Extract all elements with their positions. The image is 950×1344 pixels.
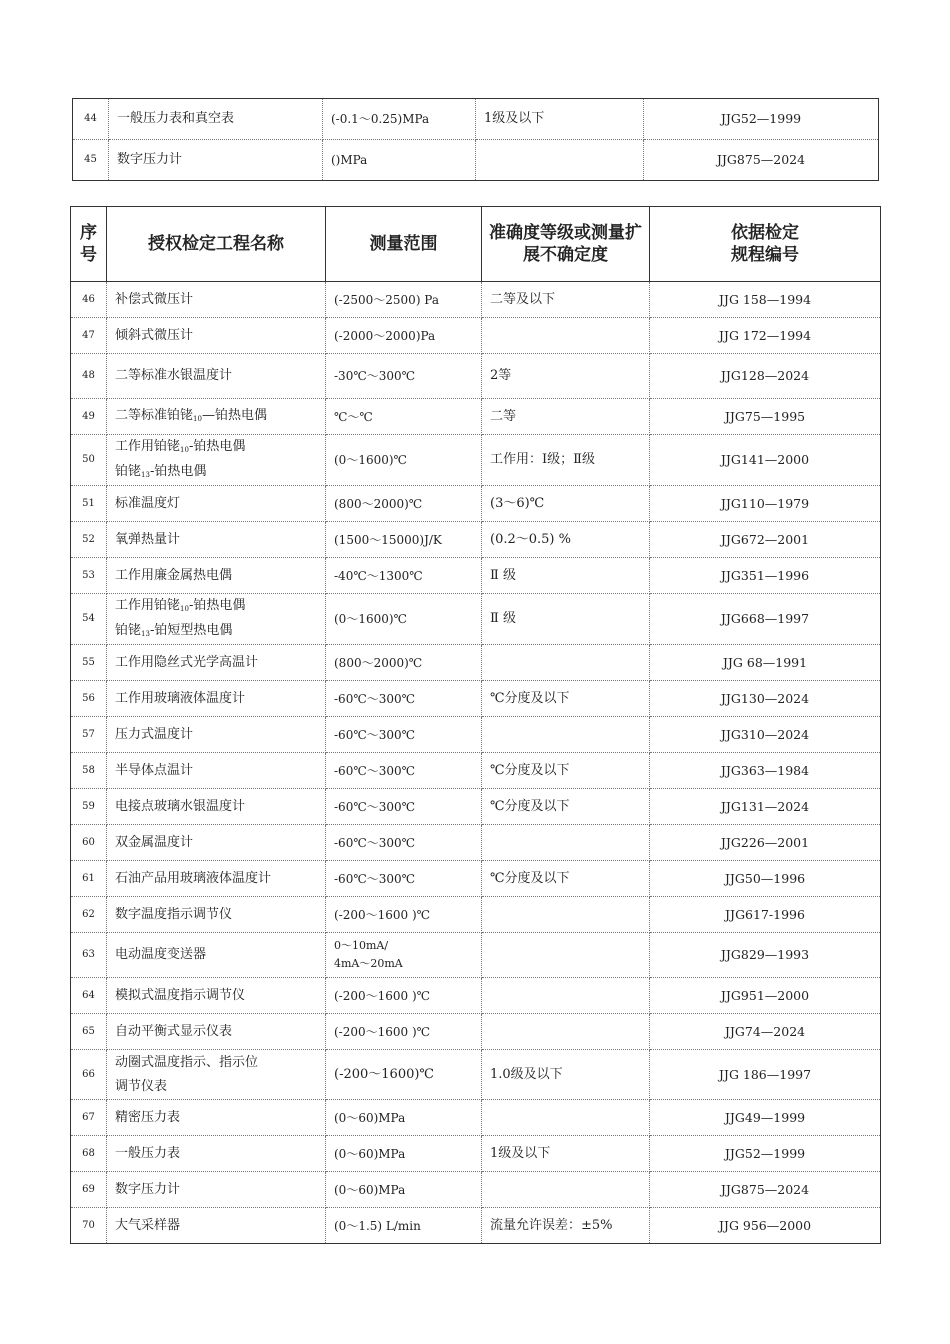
accuracy-grade [482,318,650,354]
table-row [71,1208,881,1244]
measurement-range: (-200～1600 )℃ [326,897,482,933]
regulation-code: JJG951—2000 [650,978,881,1014]
measurement-range: -30℃～300℃ [326,354,482,399]
row-number: 61 [71,861,107,897]
measurement-range: (1500～15000)J/K [326,522,482,558]
item-name: 石油产品用玻璃液体温度计 [107,861,326,897]
item-name: 半导体点温计 [107,753,326,789]
regulation-code: JJG226—2001 [650,825,881,861]
item-name [107,435,326,486]
measurement-range: -60℃～300℃ [326,861,482,897]
accuracy-grade: 2等 [482,354,650,399]
row-number: 70 [71,1208,107,1244]
row-number: 49 [71,399,107,435]
header-accuracy: 准确度等级或测量扩展不确定度 [482,207,650,282]
table-row [71,1050,881,1100]
table-row [71,825,881,861]
header-range: 测量范围 [326,207,482,282]
accuracy-grade: ℃分度及以下 [482,753,650,789]
header-regulation-code [650,207,881,282]
regulation-code: JJG351—1996 [650,558,881,594]
regulation-code: JJG 186—1997 [650,1050,881,1100]
item-name-line1: 工作用铂铑10-铂热电偶 [115,439,246,454]
table-row [71,717,881,753]
row-number: 64 [71,978,107,1014]
table-row [71,897,881,933]
regulation-code: JJG130—2024 [650,681,881,717]
measurement-range: (-200～1600 )℃ [326,1014,482,1050]
regulation-code: JJG672—2001 [650,522,881,558]
table-row [71,1136,881,1172]
regulation-code: JJG52—1999 [644,99,879,140]
item-name: 标准温度灯 [107,486,326,522]
regulation-code: JJG 956—2000 [650,1208,881,1244]
row-number: 55 [71,645,107,681]
regulation-code: JJG668—1997 [650,594,881,645]
measurement-range: -60℃～300℃ [326,753,482,789]
item-name-line2: 调节仪表 [115,1078,168,1094]
item-name-line2: 铂铑13-铂短型热电偶 [115,623,233,638]
row-number: 46 [71,282,107,318]
row-number: 56 [71,681,107,717]
accuracy-grade [482,933,650,978]
header-number: 序号 [71,207,107,282]
row-number: 58 [71,753,107,789]
regulation-code: JJG75—1995 [650,399,881,435]
item-name: 一般压力表和真空表 [109,99,323,140]
table-row [71,1172,881,1208]
regulation-code: JJG 172—1994 [650,318,881,354]
table-row [71,282,881,318]
item-name: 氧弹热量计 [107,522,326,558]
table-row [71,354,881,399]
accuracy-grade [482,717,650,753]
accuracy-grade: ℃分度及以下 [482,861,650,897]
measurement-range: (-200～1600)℃ [326,1050,482,1100]
verification-items-table [70,206,881,1244]
accuracy-grade: Ⅱ 级 [482,558,650,594]
row-number: 60 [71,825,107,861]
measurement-range: -60℃～300℃ [326,681,482,717]
measurement-range: (-2500～2500) Pa [326,282,482,318]
regulation-code: JJG49—1999 [650,1100,881,1136]
accuracy-grade [482,897,650,933]
accuracy-grade [482,825,650,861]
item-name: 工作用廉金属热电偶 [107,558,326,594]
measurement-range: ()MPa [323,140,476,181]
measurement-range: (-200～1600 )℃ [326,978,482,1014]
table-row [71,435,881,486]
table-row [73,140,879,181]
accuracy-grade: (0.2～0.5) % [482,522,650,558]
header-code-line2: 规程编号 [731,245,799,265]
measurement-range: -60℃～300℃ [326,789,482,825]
item-name: 工作用玻璃液体温度计 [107,681,326,717]
item-name-line2: 铂铑13-铂热电偶 [115,464,207,479]
regulation-code: JJG52—1999 [650,1136,881,1172]
table-row [71,861,881,897]
table-row [71,753,881,789]
item-name: 双金属温度计 [107,825,326,861]
regulation-code: JJG131—2024 [650,789,881,825]
table-row [71,789,881,825]
header-item-name: 授权检定工程名称 [107,207,326,282]
item-name: 自动平衡式显示仪表 [107,1014,326,1050]
measurement-range: -40℃～1300℃ [326,558,482,594]
regulation-code: JJG829—1993 [650,933,881,978]
row-number: 45 [73,140,109,181]
table-header-row [71,207,881,282]
table-row [71,486,881,522]
item-name [107,594,326,645]
item-name-line1: 工作用铂铑10-铂热电偶 [115,598,246,613]
accuracy-grade [482,645,650,681]
regulation-code: JJG363—1984 [650,753,881,789]
table-row [71,1014,881,1050]
item-name: 压力式温度计 [107,717,326,753]
measurement-range: (-2000～2000)Pa [326,318,482,354]
measurement-range: (800～2000)℃ [326,486,482,522]
row-number: 69 [71,1172,107,1208]
accuracy-grade [482,1172,650,1208]
row-number: 54 [71,594,107,645]
measurement-range: (0～60)MPa [326,1172,482,1208]
item-name: 数字温度指示调节仪 [107,897,326,933]
measurement-range: ℃～℃ [326,399,482,435]
item-name: 精密压力表 [107,1100,326,1136]
table-row [71,399,881,435]
row-number: 57 [71,717,107,753]
accuracy-grade [482,1100,650,1136]
row-number: 47 [71,318,107,354]
row-number: 51 [71,486,107,522]
accuracy-grade: 1.0级及以下 [482,1050,650,1100]
row-number: 59 [71,789,107,825]
accuracy-grade: 1级及以下 [476,99,644,140]
row-number: 62 [71,897,107,933]
table-row [71,318,881,354]
item-name-line1: 动圈式温度指示、指示位 [115,1054,259,1070]
measurement-range: (0～1.5) L/min [326,1208,482,1244]
regulation-code: JJG74—2024 [650,1014,881,1050]
header-code-line1: 依据检定 [731,223,799,243]
regulation-code: JJG 68—1991 [650,645,881,681]
accuracy-grade: ℃分度及以下 [482,681,650,717]
row-number: 48 [71,354,107,399]
item-name: 倾斜式微压计 [107,318,326,354]
regulation-code: JJG110—1979 [650,486,881,522]
item-name: 二等标准铂铑10—铂热电偶 [107,399,326,435]
accuracy-grade: ℃分度及以下 [482,789,650,825]
row-number: 68 [71,1136,107,1172]
accuracy-grade: 二等及以下 [482,282,650,318]
measurement-range: (0～60)MPa [326,1100,482,1136]
regulation-code: JJG 158—1994 [650,282,881,318]
table-row [71,594,881,645]
accuracy-grade: Ⅱ 级 [482,594,650,645]
item-name: 大气采样器 [107,1208,326,1244]
item-name: 模拟式温度指示调节仪 [107,978,326,1014]
item-name: 工作用隐丝式光学高温计 [107,645,326,681]
table-row [71,558,881,594]
table-row [71,1100,881,1136]
accuracy-grade [482,1014,650,1050]
accuracy-grade: 工作用：Ⅰ级；Ⅱ级 [482,435,650,486]
item-name: 电动温度变送器 [107,933,326,978]
row-number: 66 [71,1050,107,1100]
regulation-code: JJG310—2024 [650,717,881,753]
item-name: 补偿式微压计 [107,282,326,318]
measurement-range: (-0.1～0.25)MPa [323,99,476,140]
item-name: 数字压力计 [109,140,323,181]
row-number: 67 [71,1100,107,1136]
table-row [73,99,879,140]
table-row [71,645,881,681]
accuracy-grade: 1级及以下 [482,1136,650,1172]
accuracy-grade: 流量允许误差：±5% [482,1208,650,1244]
accuracy-grade [476,140,644,181]
row-number: 50 [71,435,107,486]
item-name: 一般压力表 [107,1136,326,1172]
accuracy-grade: 二等 [482,399,650,435]
measurement-range: (0～1600)℃ [326,594,482,645]
row-number: 44 [73,99,109,140]
measurement-range [326,933,482,978]
regulation-code: JJG875—2024 [650,1172,881,1208]
measurement-range: (0～60)MPa [326,1136,482,1172]
accuracy-grade [482,978,650,1014]
regulation-code: JJG617-1996 [650,897,881,933]
row-number: 52 [71,522,107,558]
item-name: 二等标准水银温度计 [107,354,326,399]
table-row [71,978,881,1014]
regulation-code: JJG128—2024 [650,354,881,399]
row-number: 53 [71,558,107,594]
item-name [107,1050,326,1100]
item-name: 电接点玻璃水银温度计 [107,789,326,825]
measurement-range: -60℃～300℃ [326,825,482,861]
regulation-code: JJG875—2024 [644,140,879,181]
table-row [71,681,881,717]
item-name: 数字压力计 [107,1172,326,1208]
table-row [71,522,881,558]
measurement-range: -60℃～300℃ [326,717,482,753]
measurement-range-line1: 0～10mA/ [334,939,389,952]
continued-table [72,98,879,181]
regulation-code: JJG141—2000 [650,435,881,486]
accuracy-grade: (3～6)℃ [482,486,650,522]
regulation-code: JJG50—1996 [650,861,881,897]
row-number: 63 [71,933,107,978]
measurement-range: (800～2000)℃ [326,645,482,681]
measurement-range: (0～1600)℃ [326,435,482,486]
table-row [71,933,881,978]
row-number: 65 [71,1014,107,1050]
measurement-range-line2: 4mA～20mA [334,957,403,970]
